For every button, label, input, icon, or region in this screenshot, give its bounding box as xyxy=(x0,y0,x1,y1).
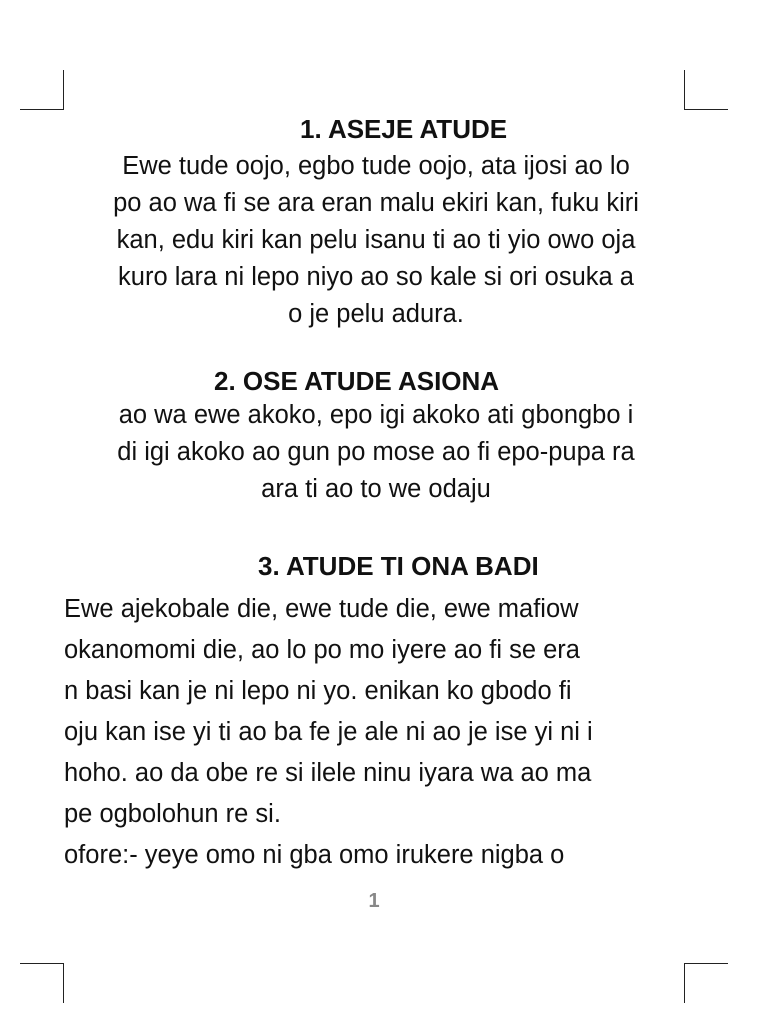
body-line: ara ti ao to we odaju xyxy=(261,475,491,503)
body-line: Ewe tude oojo, egbo tude oojo, ata ijosi ao lo xyxy=(122,152,630,180)
crop-mark-bottom-left xyxy=(20,963,64,1003)
page-number: 1 xyxy=(368,890,380,912)
body-line: okanomomi die, ao lo po mo iyere ao fi se era xyxy=(64,636,580,664)
section-2-body xyxy=(62,397,690,508)
body-line: hoho. ao da obe re si ilele ninu iyara wa ao ma xyxy=(64,759,592,787)
crop-mark-top-right xyxy=(684,70,728,110)
body-line: pe ogbolohun re si. xyxy=(64,800,281,828)
section-1-body xyxy=(62,148,690,333)
section-2-heading: 2. OSE ATUDE ASIONA xyxy=(214,366,500,396)
body-line: po ao wa fi se ara eran malu ekiri kan, fuku kiri xyxy=(113,189,639,217)
section-1-heading: 1. ASEJE ATUDE xyxy=(300,114,508,144)
body-line: ao wa ewe akoko, epo igi akoko ati gbongbo i xyxy=(118,401,634,429)
section-3-body xyxy=(64,589,694,876)
body-line: oju kan ise yi ti ao ba fe je ale ni ao je ise yi ni i xyxy=(64,718,593,746)
crop-mark-top-left xyxy=(20,70,64,110)
crop-mark-bottom-right xyxy=(684,963,728,1003)
body-line: Ewe ajekobale die, ewe tude die, ewe mafiow xyxy=(64,595,579,623)
body-line: o je pelu adura. xyxy=(288,300,464,328)
body-line: ofore:- yeye omo ni gba omo irukere nigba o xyxy=(64,841,565,869)
body-line: di igi akoko ao gun po mose ao fi epo-pupa ra xyxy=(117,438,635,466)
body-line: n basi kan je ni lepo ni yo. enikan ko gbodo fi xyxy=(64,677,572,705)
section-3-heading: 3. ATUDE TI ONA BADI xyxy=(258,551,539,581)
body-line: kan, edu kiri kan pelu isanu ti ao ti yio owo oja xyxy=(116,226,636,254)
body-line: kuro lara ni lepo niyo ao so kale si ori osuka a xyxy=(118,263,634,291)
